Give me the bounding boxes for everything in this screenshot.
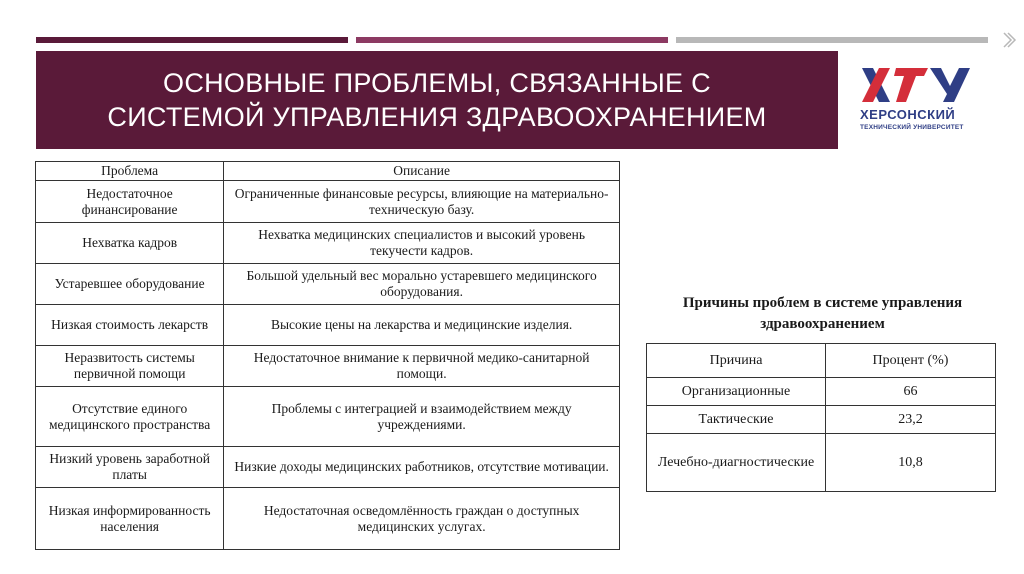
- percent-cell: 23,2: [826, 406, 996, 434]
- reason-cell: Лечебно-диагностические: [647, 434, 826, 492]
- side-table-caption: Причины проблем в системе управления здравоохранением: [682, 295, 963, 332]
- chevron-right-icon[interactable]: [1000, 31, 1018, 49]
- problem-cell: Низкий уровень заработной платы: [36, 447, 224, 488]
- problem-cell: Недостаточное финансирование: [36, 181, 224, 223]
- table-header-row: [647, 344, 996, 378]
- reason-cell: Организационные: [647, 378, 826, 406]
- header-description: Описание: [224, 162, 620, 181]
- table-row: [36, 447, 620, 488]
- description-cell: Нехватка медицинских специалистов и высокий уровень текучести кадров.: [224, 223, 620, 264]
- table-row: [36, 264, 620, 305]
- table-row: [36, 488, 620, 550]
- percent-cell: 10,8: [826, 434, 996, 492]
- percent-cell: 66: [826, 378, 996, 406]
- header-percent: Процент (%): [826, 344, 996, 378]
- reason-cell: Тактические: [647, 406, 826, 434]
- header-problem: Проблема: [36, 162, 224, 181]
- problem-cell: Нехватка кадров: [36, 223, 224, 264]
- problems-table: [35, 161, 620, 550]
- problem-cell: Неразвитость системы первичной помощи: [36, 346, 224, 387]
- table-row: [36, 305, 620, 346]
- description-cell: Недостаточная осведомлённость граждан о доступных медицинских услугах.: [224, 488, 620, 550]
- table-row: [647, 406, 996, 434]
- title-banner: [36, 51, 838, 149]
- description-cell: Недостаточное внимание к первичной медико-санитарной помощи.: [224, 346, 620, 387]
- slide-title-line2: СИСТЕМОЙ УПРАВЛЕНИЯ ЗДРАВООХРАНЕНИЕМ: [107, 102, 767, 132]
- table-row: [647, 378, 996, 406]
- problem-cell: Низкая информированность населения: [36, 488, 224, 550]
- table-row: [647, 434, 996, 492]
- top-bar-light: [676, 37, 988, 43]
- table-row: [36, 181, 620, 223]
- description-cell: Низкие доходы медицинских работников, отсутствие мотивации.: [224, 447, 620, 488]
- table-row: [36, 223, 620, 264]
- university-logo-icon: [858, 64, 978, 144]
- table-row: [36, 346, 620, 387]
- top-bar-medium: [356, 37, 668, 43]
- problem-cell: Низкая стоимость лекарств: [36, 305, 224, 346]
- description-cell: Проблемы с интеграцией и взаимодействием между учреждениями.: [224, 387, 620, 447]
- description-cell: Ограниченные финансовые ресурсы, влияющие на материально-техническую базу.: [224, 181, 620, 223]
- description-cell: Большой удельный вес морально устаревшего медицинского оборудования.: [224, 264, 620, 305]
- slide-title: [107, 66, 766, 134]
- logo-name: ХЕРСОНСКИЙ: [860, 107, 956, 122]
- top-bar-dark: [36, 37, 348, 43]
- table-row: [36, 387, 620, 447]
- slide-title-line1: ОСНОВНЫЕ ПРОБЛЕМЫ, СВЯЗАННЫЕ С: [163, 68, 711, 98]
- description-cell: Высокие цены на лекарства и медицинские изделия.: [224, 305, 620, 346]
- header-reason: Причина: [647, 344, 826, 378]
- logo-subtitle: ТЕХНИЧЕСКИЙ УНИВЕРСИТЕТ: [860, 124, 964, 131]
- table-header-row: [36, 162, 620, 181]
- problem-cell: Устаревшее оборудование: [36, 264, 224, 305]
- problem-cell: Отсутствие единого медицинского пространства: [36, 387, 224, 447]
- causes-table: [646, 343, 996, 492]
